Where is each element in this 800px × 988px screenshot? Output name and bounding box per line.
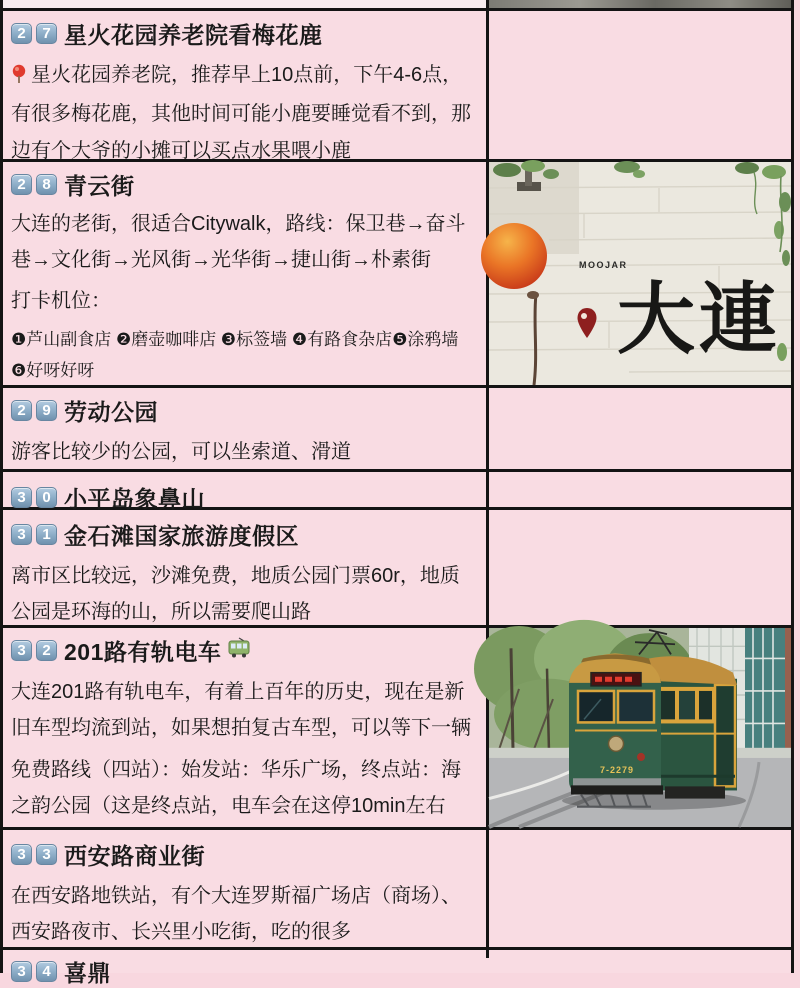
keycap-digit-badge: 2 [11, 23, 32, 44]
row-text: 离市区比较远，沙滩免费，地质公园门票60r，地质公园是环海的山，所以需要爬山路 [11, 565, 460, 623]
previous-row-left-cell [3, 0, 489, 8]
table-row [3, 8, 791, 162]
row-text: 免费路线（四站）：始发站：华乐广场，终点站：海之韵公园（这是终点站，电车会在这停10min左右 [11, 759, 461, 817]
keycap-digit-badge: 3 [11, 524, 32, 545]
empty-photo-cell [489, 11, 791, 159]
previous-row-photo-edge [489, 0, 791, 8]
row-title: 星火花园养老院看梅花鹿 [64, 22, 323, 48]
keycap-digit-badge: 9 [36, 400, 57, 421]
table-row [3, 827, 791, 947]
row-title: 西安路商业街 [64, 843, 205, 869]
mural-brand-text: MOOJAR [579, 260, 628, 270]
row-header [11, 953, 476, 988]
row-body [11, 674, 476, 824]
row-header [11, 479, 476, 514]
keycap-digit-badge: 3 [11, 487, 32, 508]
empty-photo-cell [489, 950, 791, 958]
photo-cell [489, 628, 791, 827]
empty-photo-cell [489, 388, 791, 469]
row-body [11, 434, 476, 472]
table-row [3, 469, 791, 512]
dalian-tram-201-photo [489, 628, 791, 827]
keycap-digit-badge: 2 [36, 640, 57, 661]
keycap-digit-badge: 2 [11, 400, 32, 421]
mural-calligraphy-text: 大連 [617, 275, 782, 363]
dalian-wall-mural-photo [489, 162, 791, 385]
row-text: 大连201路有轨电车，有着上百年的历史，现在是新旧车型均流到站，如果想拍复古车型，可以等下一辆 [11, 681, 471, 739]
round-pushpin-icon [11, 60, 27, 96]
empty-photo-cell [489, 472, 791, 507]
keycap-digit-badge: 3 [11, 844, 32, 865]
keycap-digit-badge: 4 [36, 961, 57, 982]
row-title: 青云街 [64, 173, 135, 199]
row-title: 201路有轨电车 [64, 639, 222, 665]
keycap-digit-badge: 7 [36, 23, 57, 44]
photo-cell [489, 162, 791, 385]
row-header [11, 15, 476, 50]
keycap-digit-badge: 2 [11, 174, 32, 195]
row-text: 大连的老街，很适合Citywalk，路线：保卫巷→奋斗巷→文化街→光风街→光华街→捷山街→朴素街 [11, 213, 466, 271]
keycap-digit-badge: 3 [11, 961, 32, 982]
row-header [11, 836, 476, 871]
row-header [11, 392, 476, 427]
table-row [3, 507, 791, 625]
row-text: 在西安路地铁站，有个大连罗斯福广场店（商场）、西安路夜市、长兴里小吃街，吃的很多 [11, 885, 461, 943]
empty-photo-cell [489, 510, 791, 625]
row-title: 小平岛象鼻山 [64, 486, 205, 512]
table-row [3, 159, 791, 385]
row-text: 游客比较少的公园，可以坐索道、滑道 [11, 441, 351, 463]
previous-row-sliver [3, 0, 791, 8]
row-body [11, 57, 476, 169]
row-body [11, 206, 476, 387]
row-body [11, 878, 476, 950]
keycap-digit-badge: 3 [36, 844, 57, 865]
row-title: 喜鼎 [64, 960, 111, 986]
tram-number-text: 7-2279 [600, 765, 634, 776]
keycap-digit-badge: 0 [36, 487, 57, 508]
row-text: ❶芦山副食店 ❷磨壶咖啡店 ❸标签墙 ❹有路食杂店❺涂鸦墙 ❻好呀好呀 [11, 330, 459, 381]
row-title: 金石滩国家旅游度假区 [64, 523, 299, 549]
row-body [11, 558, 476, 630]
keycap-digit-badge: 1 [36, 524, 57, 545]
table-row [3, 385, 791, 469]
table-row [3, 625, 791, 827]
row-header [11, 632, 476, 667]
row-text: 打卡机位： [11, 290, 111, 312]
row-header [11, 166, 476, 201]
row-title: 劳动公园 [64, 399, 158, 425]
row-text: 星火花园养老院，推荐早上10点前，下午4-6点，有很多梅花鹿，其他时间可能小鹿要睡觉看不到，那边有个大爷的小摊可以买点水果喂小鹿 [11, 64, 471, 162]
keycap-digit-badge: 8 [36, 174, 57, 195]
tram-icon [227, 638, 251, 663]
keycap-digit-badge: 3 [11, 640, 32, 661]
empty-photo-cell [489, 830, 791, 947]
row-header [11, 516, 476, 551]
